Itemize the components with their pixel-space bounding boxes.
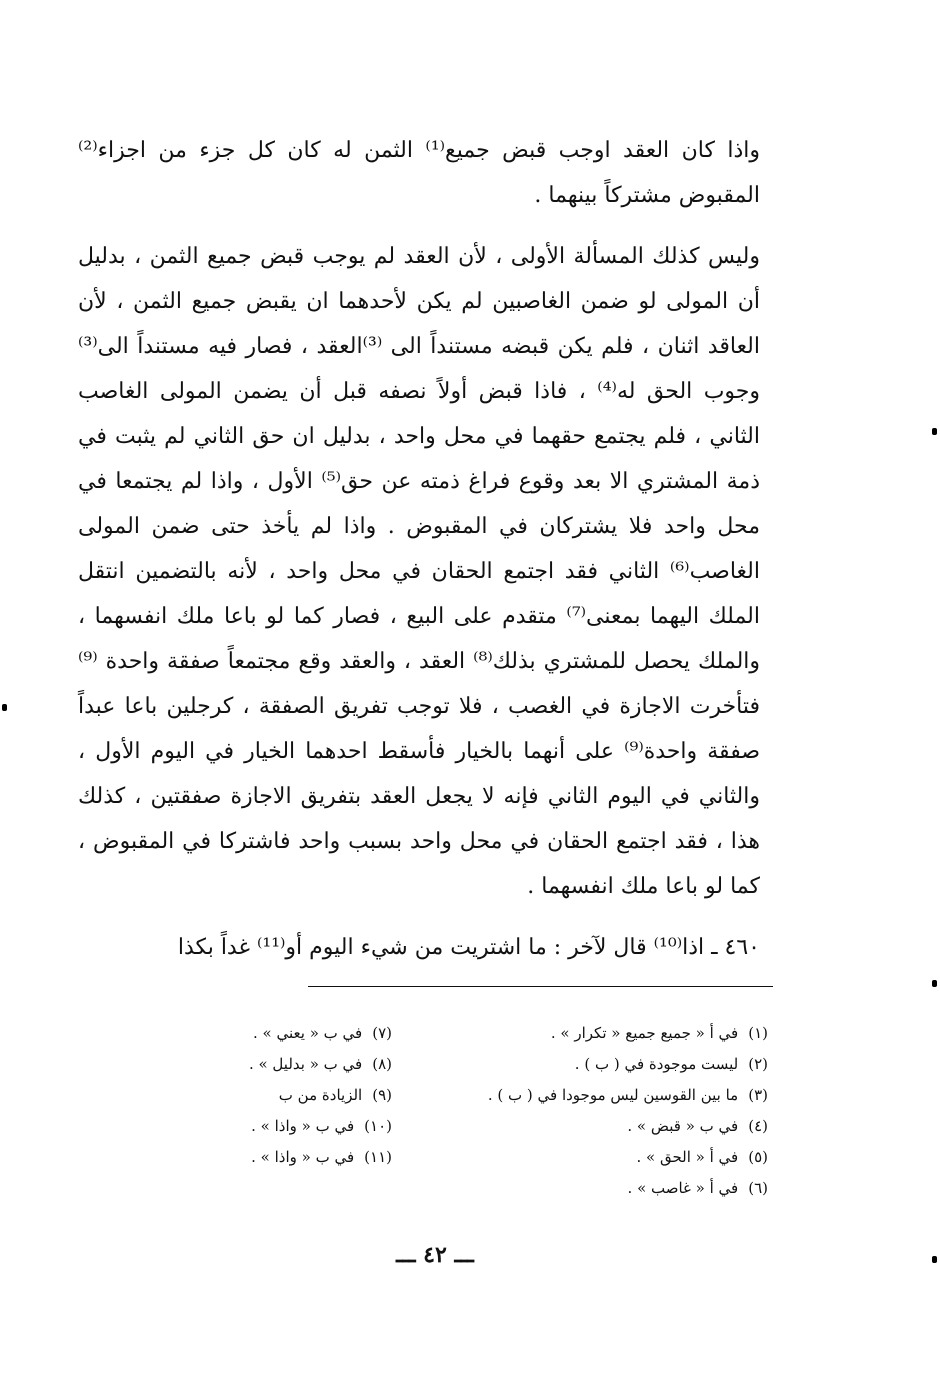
footnotes-left-column: [172, 1018, 392, 1173]
footnote-text: في ب « واذا » .: [251, 1117, 355, 1135]
paragraph-3: ٤٦٠ ـ اذا⁽¹⁰⁾ قال لآخر : ما اشتريت من شيء اليوم أو⁽¹¹⁾ غداً بكذا: [177, 935, 760, 960]
main-text: [78, 128, 760, 970]
footnote-10: [172, 1111, 392, 1142]
footnote-number: (٥): [748, 1148, 768, 1166]
footnote-text: في ب « واذا » .: [251, 1148, 355, 1166]
footnote-number: (٧): [372, 1024, 392, 1042]
footnote-divider: [308, 986, 773, 987]
footnote-text: في ب « قبض » .: [627, 1117, 739, 1135]
footnote-7: [172, 1018, 392, 1049]
footnote-8: [172, 1049, 392, 1080]
footnotes-right-column: [468, 1018, 768, 1204]
footnote-number: (٤): [748, 1117, 768, 1135]
footnote-number: (١): [748, 1024, 768, 1042]
footnote-text: في ب « بدليل » .: [248, 1055, 363, 1073]
footnote-number: (١١): [364, 1148, 392, 1166]
footnote-number: (١٠): [364, 1117, 392, 1135]
footnote-number: (٢): [748, 1055, 768, 1073]
footnote-number: (٦): [748, 1179, 768, 1197]
footnote-text: في أ « غاصب » .: [627, 1179, 739, 1197]
footnote-11: [172, 1142, 392, 1173]
page-number: ـــ ٤٢ ـــ: [396, 1242, 474, 1268]
paragraph-2: وليس كذلك المسألة الأولى ، لأن العقد لم يوجب قبض جميع الثمن ، بدليل أن المولى لو ضمن الغاصبين لم يكن لأحدهما ان يقبض جميع الثمن ، لأن العاقد اثنان ، فلم يكن قبضه مستنداً الى ⁽³⁾العقد ، فصار فيه مستنداً الى⁽³⁾ وجوب الحق له⁽⁴⁾ ، فاذا قبض أولاً نصفه قبل أن يضمن المولى الغاصب الثاني ، فلم يجتمع حقهما في محل واحد ، بدليل ان حق الثاني لم يثبت في ذمة المشتري الا بعد وقوع فراغ ذمته عن حق⁽⁵⁾ الأول ، واذا لم يجتمعا في محل واحد فلا يشتركان في المقبوض . واذا لم يأخذ حتى ضمن المولى الغاصب⁽⁶⁾ الثاني فقد اجتمع الحقان في محل واحد ، لأنه بالتضمين انتقل الملك اليهما بمعنى⁽⁷⁾ متقدم على البيع ، فصار كما لو باعا ملك انفسهما ، والملك يحصل للمشتري بذلك⁽⁸⁾ العقد ، والعقد وقع مجتمعاً صفقة واحدة ⁽⁹⁾فتأخرت الاجازة في الغصب ، فلا توجب تفريق الصفقة ، كرجلين باعا عبداً صفقة واحدة⁽⁹⁾ على أنهما بالخيار فأسقط احدهما الخيار في اليوم الأول ، والثاني في اليوم الثاني فإنه لا يجعل العقد بتفريق الاجازة صفقتين ، كذلك هذا ، فقد اجتمع الحقان في محل واحد بسبب واحد فاشتركا في المقبوض ، كما لو باعا ملك انفسهما .: [78, 244, 761, 899]
footnote-4: [468, 1111, 768, 1142]
scan-margin-mark: [932, 980, 937, 987]
footnote-text: في ب « يعني » .: [253, 1024, 363, 1042]
paragraph-1: واذا كان العقد اوجب قبض جميع⁽¹⁾ الثمن له كان كل جزء من اجزاء⁽²⁾ المقبوض مشتركاً بينهما .: [78, 138, 760, 208]
scan-margin-mark: [932, 1256, 937, 1263]
footnote-3: [468, 1080, 768, 1111]
footnote-text: ليست موجودة في ( ب ) .: [574, 1055, 739, 1073]
footnote-text: الزيادة من ب: [278, 1086, 363, 1104]
footnote-6: [468, 1173, 768, 1204]
scan-margin-mark: [2, 704, 7, 711]
footnote-number: (٣): [748, 1086, 768, 1104]
footnote-number: (٩): [372, 1086, 392, 1104]
footnote-9: [172, 1080, 392, 1111]
footnote-1: [468, 1018, 768, 1049]
footnote-2: [468, 1049, 768, 1080]
footnote-text: في أ « الحق » .: [636, 1148, 739, 1166]
footnote-number: (٨): [372, 1055, 392, 1073]
footnote-5: [468, 1142, 768, 1173]
footnote-text: ما بين القوسين ليس موجودا في ( ب ) .: [487, 1086, 739, 1104]
scan-margin-mark: [932, 428, 937, 435]
footnote-text: في أ « جميع جميع « تكرار » .: [550, 1024, 739, 1042]
